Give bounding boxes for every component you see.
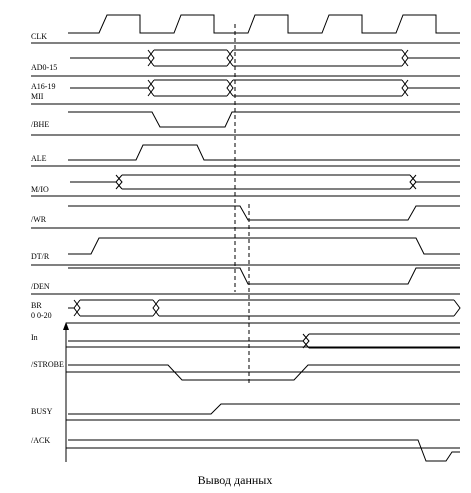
label-clk: CLK bbox=[31, 32, 47, 41]
waveform-mio bbox=[70, 175, 460, 189]
waveform-in bbox=[68, 334, 460, 348]
label-mio: M/IO bbox=[31, 185, 49, 194]
waveform-br bbox=[68, 300, 460, 316]
label-ad0-15: AD0-15 bbox=[31, 63, 58, 72]
waveform-den bbox=[68, 268, 460, 284]
label-wr: /WR bbox=[31, 215, 47, 224]
label-busy: BUSY bbox=[31, 407, 53, 416]
label-ale: ALE bbox=[31, 154, 47, 163]
label-br-line1: BR bbox=[31, 301, 42, 310]
signal-labels bbox=[31, 32, 64, 445]
label-dtr: DT/R bbox=[31, 252, 50, 261]
diagram-caption: Вывод данных bbox=[197, 473, 273, 487]
waveform-wr bbox=[68, 206, 460, 220]
waveform-clk bbox=[68, 15, 460, 33]
label-in: In bbox=[31, 333, 38, 342]
label-den: /DEN bbox=[31, 282, 50, 291]
label-ack: /ACK bbox=[31, 436, 51, 445]
label-a16-19-line1: A16-19 bbox=[31, 82, 56, 91]
time-axis bbox=[63, 322, 69, 462]
waveform-a16-19 bbox=[70, 80, 460, 96]
label-bhe: /BHE bbox=[31, 120, 50, 129]
label-br-line2: 0 0-20 bbox=[31, 311, 52, 320]
label-strobe: /STROBE bbox=[31, 360, 64, 369]
label-a16-19-line2: MII bbox=[31, 92, 44, 101]
waveform-ale bbox=[68, 145, 460, 160]
waveform-bhe bbox=[68, 112, 460, 127]
waveform-busy bbox=[68, 404, 460, 414]
waveform-dtr bbox=[68, 238, 460, 254]
waveform-ack bbox=[68, 440, 460, 461]
waveform-ad0-15 bbox=[70, 50, 460, 66]
